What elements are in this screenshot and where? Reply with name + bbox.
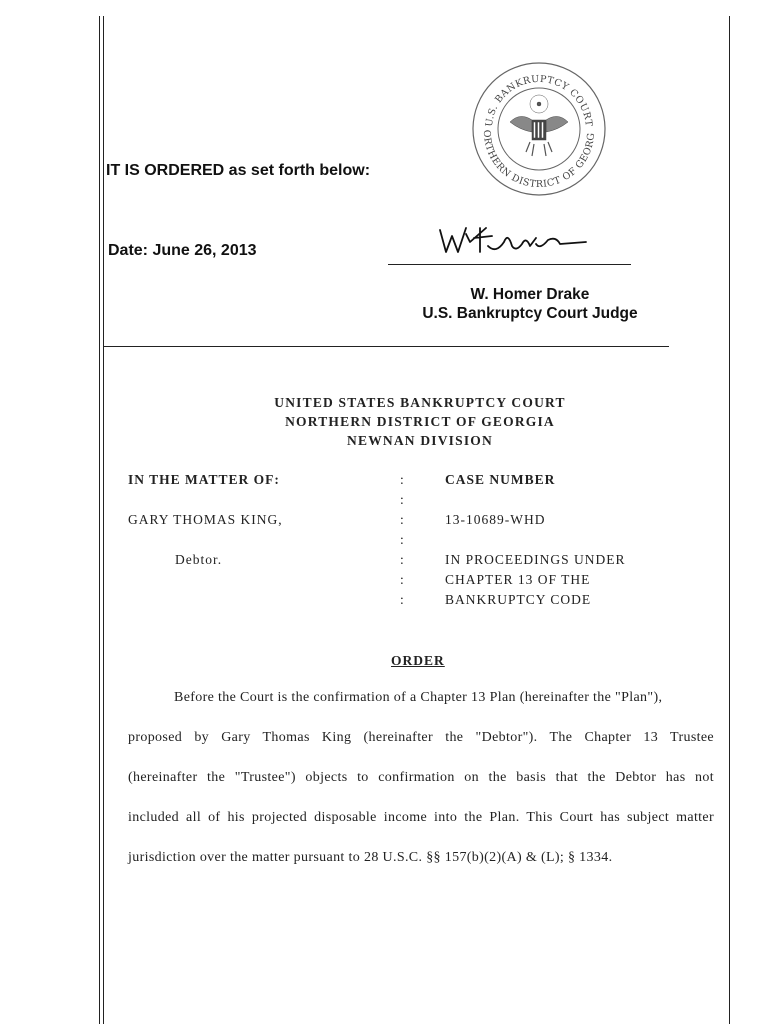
proceedings-line: IN PROCEEDINGS UNDER: [445, 552, 626, 567]
caption-colon: :: [400, 552, 405, 567]
caption-colon: :: [400, 512, 405, 527]
order-line: proposed by Gary Thomas King (hereinafter the "Debtor"). The Chapter 13 Trustee: [128, 730, 714, 745]
eagle-seal-icon: [470, 60, 608, 198]
court-division: NEWNAN DIVISION: [347, 433, 493, 448]
judge-signature: [436, 222, 596, 262]
left-border-line-outer: [99, 16, 100, 1024]
order-date: Date: June 26, 2013: [108, 242, 257, 259]
seal-bottom-text: ORTHERN DISTRICT OF GEORG: [480, 129, 598, 191]
court-name: UNITED STATES BANKRUPTCY COURT: [274, 395, 566, 410]
handwritten-signature: [436, 222, 596, 262]
svg-text:U.S. BANKRUPTCY COURT: [484, 74, 594, 128]
proceedings-line: BANKRUPTCY CODE: [445, 592, 592, 607]
case-number-label: CASE NUMBER: [445, 472, 556, 487]
order-line: jurisdiction over the matter pursuant to 28 U.S.C. §§ 157(b)(2)(A) & (L); § 1334.: [128, 850, 613, 865]
order-line: included all of his projected disposable income into the Plan. This Court has subject matter: [128, 810, 714, 825]
court-heading: [190, 393, 650, 450]
order-line: Before the Court is the confirmation of a Chapter 13 Plan (hereinafter the "Plan"),: [174, 690, 663, 705]
caption-colon: :: [400, 572, 405, 587]
proceedings-line: CHAPTER 13 OF THE: [445, 572, 591, 587]
right-border-line: [729, 16, 730, 1024]
caption-colon: :: [400, 472, 405, 487]
signature-line: [388, 264, 631, 265]
judge-name: W. Homer Drake: [470, 286, 590, 303]
caption-colon: :: [400, 592, 405, 607]
order-title: ORDER: [391, 653, 445, 668]
header-separator-line: [104, 346, 669, 347]
court-district: NORTHERN DISTRICT OF GEORGIA: [285, 414, 555, 429]
party-name: GARY THOMAS KING,: [128, 512, 283, 527]
matter-label: IN THE MATTER OF:: [128, 472, 280, 487]
order-line: (hereinafter the "Trustee") objects to confirmation on the basis that the Debtor has not: [128, 770, 714, 785]
case-number: 13-10689-WHD: [445, 512, 546, 527]
caption-colon: :: [400, 532, 405, 547]
left-border-line-inner: [103, 16, 104, 1024]
it-is-ordered-text: IT IS ORDERED as set forth below:: [106, 162, 371, 179]
judge-title: U.S. Bankruptcy Court Judge: [422, 305, 638, 322]
court-seal: [470, 60, 608, 198]
party-role: Debtor.: [175, 552, 223, 567]
caption-colon: :: [400, 492, 405, 507]
seal-top-text: U.S. BANKRUPTCY COURT: [483, 73, 595, 128]
